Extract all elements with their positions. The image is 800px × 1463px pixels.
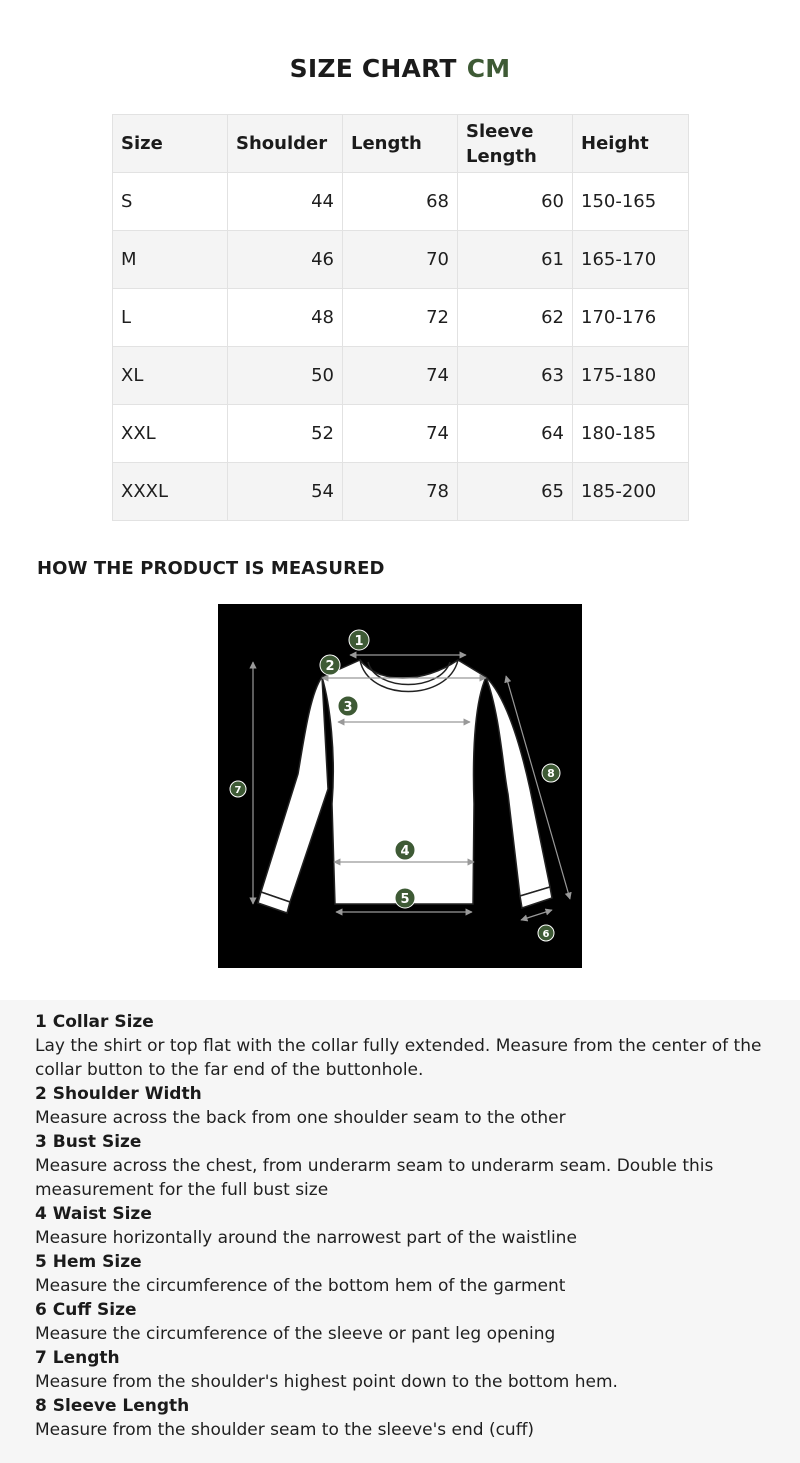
table-row (113, 405, 689, 463)
cell-length: 70 (343, 231, 458, 289)
note-text: Measure horizontally around the narrowest part of the waistline (35, 1228, 577, 1248)
size-table (112, 114, 689, 521)
cell-size: L (113, 289, 228, 347)
table-row (113, 231, 689, 289)
badge-8 (542, 764, 560, 782)
sweater-illustration (218, 604, 582, 968)
note-text: Measure across the back from one shoulder seam to the other (35, 1108, 566, 1128)
measurement-diagram (218, 604, 582, 968)
badge-1 (349, 630, 369, 650)
cell-height: 165-170 (573, 231, 689, 289)
cell-height: 175-180 (573, 347, 689, 405)
cell-length: 74 (343, 347, 458, 405)
svg-text:5: 5 (400, 892, 410, 907)
cell-sleeve: 61 (458, 231, 573, 289)
note-title: 7 Length (35, 1348, 120, 1368)
note-item (35, 1250, 765, 1298)
badge-7 (230, 781, 246, 797)
cell-length: 74 (343, 405, 458, 463)
note-title: 6 Cuff Size (35, 1300, 137, 1320)
note-item (35, 1010, 765, 1082)
note-text: Measure from the shoulder's highest point down to the bottom hem. (35, 1372, 618, 1392)
table-row (113, 289, 689, 347)
note-text: Measure across the chest, from underarm seam to underarm seam. Double this measurement for the full bust size (35, 1156, 714, 1200)
svg-text:4: 4 (400, 844, 410, 859)
note-title: 1 Collar Size (35, 1012, 154, 1032)
cell-size: M (113, 231, 228, 289)
note-item (35, 1130, 765, 1202)
note-item (35, 1394, 765, 1442)
cell-shoulder: 52 (228, 405, 343, 463)
header-height: Height (573, 115, 689, 173)
note-title: 2 Shoulder Width (35, 1084, 202, 1104)
page-title (0, 54, 800, 83)
measurement-notes (0, 1000, 800, 1463)
badge-2 (320, 655, 340, 675)
badge-5 (395, 888, 415, 908)
table-row (113, 173, 689, 231)
cell-sleeve: 63 (458, 347, 573, 405)
right-sleeve (486, 677, 550, 896)
svg-text:3: 3 (343, 700, 353, 715)
svg-text:6: 6 (542, 929, 550, 940)
cell-height: 170-176 (573, 289, 689, 347)
note-text: Measure the circumference of the sleeve or pant leg opening (35, 1324, 556, 1344)
note-item (35, 1202, 765, 1250)
badge-4 (395, 840, 415, 860)
cell-length: 78 (343, 463, 458, 521)
header-sleeve-length: Sleeve Length (458, 115, 573, 173)
cell-shoulder: 54 (228, 463, 343, 521)
note-title: 3 Bust Size (35, 1132, 142, 1152)
table-row (113, 463, 689, 521)
header-size: Size (113, 115, 228, 173)
cell-size: XXL (113, 405, 228, 463)
cell-sleeve: 62 (458, 289, 573, 347)
cell-shoulder: 46 (228, 231, 343, 289)
cell-shoulder: 44 (228, 173, 343, 231)
cell-shoulder: 48 (228, 289, 343, 347)
header-length: Length (343, 115, 458, 173)
cell-length: 72 (343, 289, 458, 347)
note-item (35, 1298, 765, 1346)
header-shoulder: Shoulder (228, 115, 343, 173)
svg-text:2: 2 (325, 659, 335, 674)
svg-text:7: 7 (234, 785, 242, 796)
table-header-row (113, 115, 689, 173)
badge-3 (338, 696, 358, 716)
unit-label: CM (466, 54, 511, 83)
note-title: 8 Sleeve Length (35, 1396, 190, 1416)
cell-sleeve: 64 (458, 405, 573, 463)
cell-height: 150-165 (573, 173, 689, 231)
note-title: 4 Waist Size (35, 1204, 152, 1224)
cell-length: 68 (343, 173, 458, 231)
cell-sleeve: 60 (458, 173, 573, 231)
cell-height: 180-185 (573, 405, 689, 463)
svg-text:1: 1 (354, 634, 364, 649)
left-sleeve (261, 677, 328, 902)
cell-size: XL (113, 347, 228, 405)
note-text: Measure the circumference of the bottom hem of the garment (35, 1276, 566, 1296)
cell-size: S (113, 173, 228, 231)
cell-sleeve: 65 (458, 463, 573, 521)
measure-heading: HOW THE PRODUCT IS MEASURED (37, 558, 385, 579)
note-title: 5 Hem Size (35, 1252, 142, 1272)
table-row (113, 347, 689, 405)
note-item (35, 1082, 765, 1130)
note-text: Measure from the shoulder seam to the sleeve's end (cuff) (35, 1420, 535, 1440)
cell-shoulder: 50 (228, 347, 343, 405)
note-item (35, 1346, 765, 1394)
cell-height: 185-200 (573, 463, 689, 521)
badge-6 (538, 925, 554, 941)
cell-size: XXXL (113, 463, 228, 521)
svg-text:8: 8 (547, 767, 555, 780)
note-text: Lay the shirt or top flat with the collar fully extended. Measure from the center of the collar button to the far end of the buttonhole. (35, 1036, 762, 1080)
title-text: SIZE CHART (289, 54, 457, 83)
